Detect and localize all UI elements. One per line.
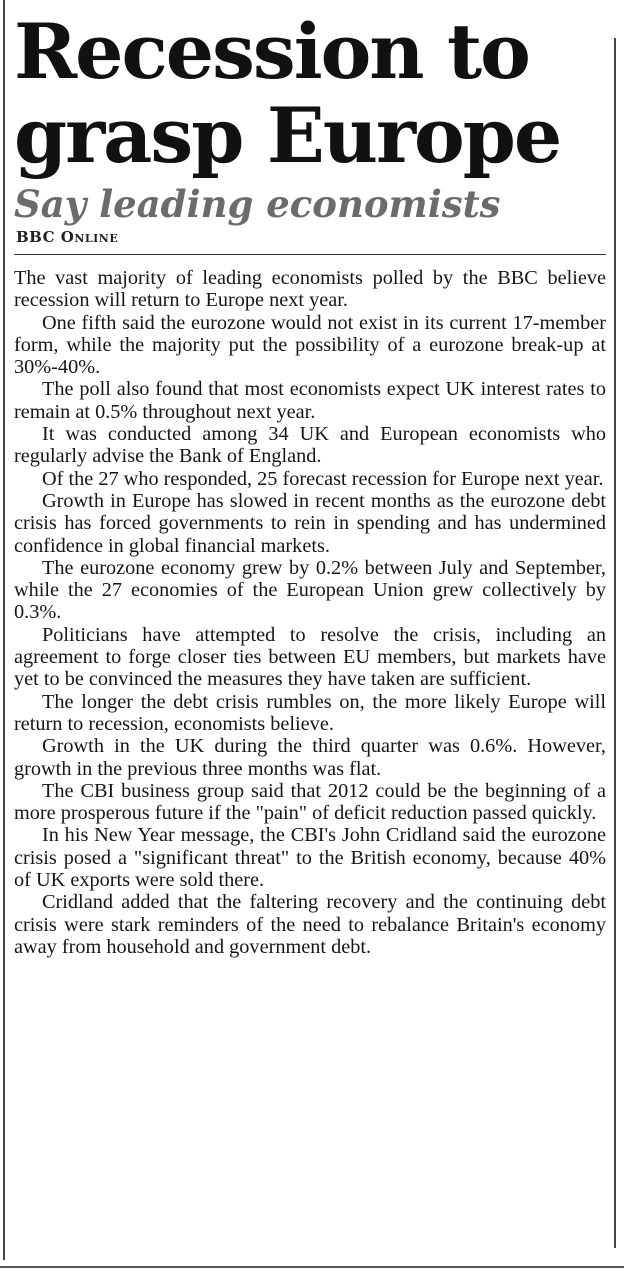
byline: BBC Online — [16, 228, 119, 246]
paragraph: The longer the debt crisis rumbles on, the more likely Europe will return to recession, economists believe. — [14, 690, 606, 735]
paragraph: Growth in Europe has slowed in recent months as the eurozone debt crisis has forced governments to rein in spending and has undermined confidence in global financial markets. — [14, 489, 606, 557]
paragraph: The poll also found that most economists expect UK interest rates to remain at 0.5% throughout next year. — [14, 378, 606, 423]
paragraph: The CBI business group said that 2012 could be the beginning of a more prosperous future if the "pain" of deficit reduction passed quickly. — [14, 779, 606, 825]
paragraph: Politicians have attempted to resolve the crisis, including an agreement to forge closer ties between EU members, but markets have yet to be convinced the measures they have taken are sufficient. — [14, 623, 606, 691]
headline: Recession to grasp Europe — [14, 7, 561, 180]
bottom-rule — [0, 1266, 624, 1268]
paragraph: The eurozone economy grew by 0.2% between July and September, while the 27 economies of the European Union grew collectively by 0.3%. — [14, 556, 606, 624]
paragraph: The vast majority of leading economists polled by the BBC believe recession will return to Europe next year. — [14, 267, 606, 312]
paragraph: It was conducted among 34 UK and European economists who regularly advise the Bank of England. — [14, 423, 606, 468]
column-rule-right — [614, 38, 616, 1248]
subheadline: Say leading economists — [14, 182, 501, 226]
paragraph: In his New Year message, the CBI's John Cridland said the eurozone crisis posed a "significant threat" to the British economy, because 40% of UK exports were sold there. — [14, 824, 606, 892]
column-rule-left — [3, 0, 5, 1260]
paragraph: Growth in the UK during the third quarter was 0.6%. However, growth in the previous three months was flat. — [14, 735, 606, 780]
paragraph: One fifth said the eurozone would not exist in its current 17-member form, while the majority put the possibility of a eurozone break-up at 30%-40%. — [14, 311, 606, 379]
byline-divider — [14, 254, 606, 255]
article — [14, 7, 606, 958]
paragraph: Of the 27 who responded, 25 forecast recession for Europe next year. — [42, 467, 604, 490]
paragraph: Cridland added that the faltering recovery and the continuing debt crisis were stark reminders of the need to rebalance Britain's economy away from household and government debt. — [14, 891, 606, 958]
article-body — [14, 267, 606, 958]
